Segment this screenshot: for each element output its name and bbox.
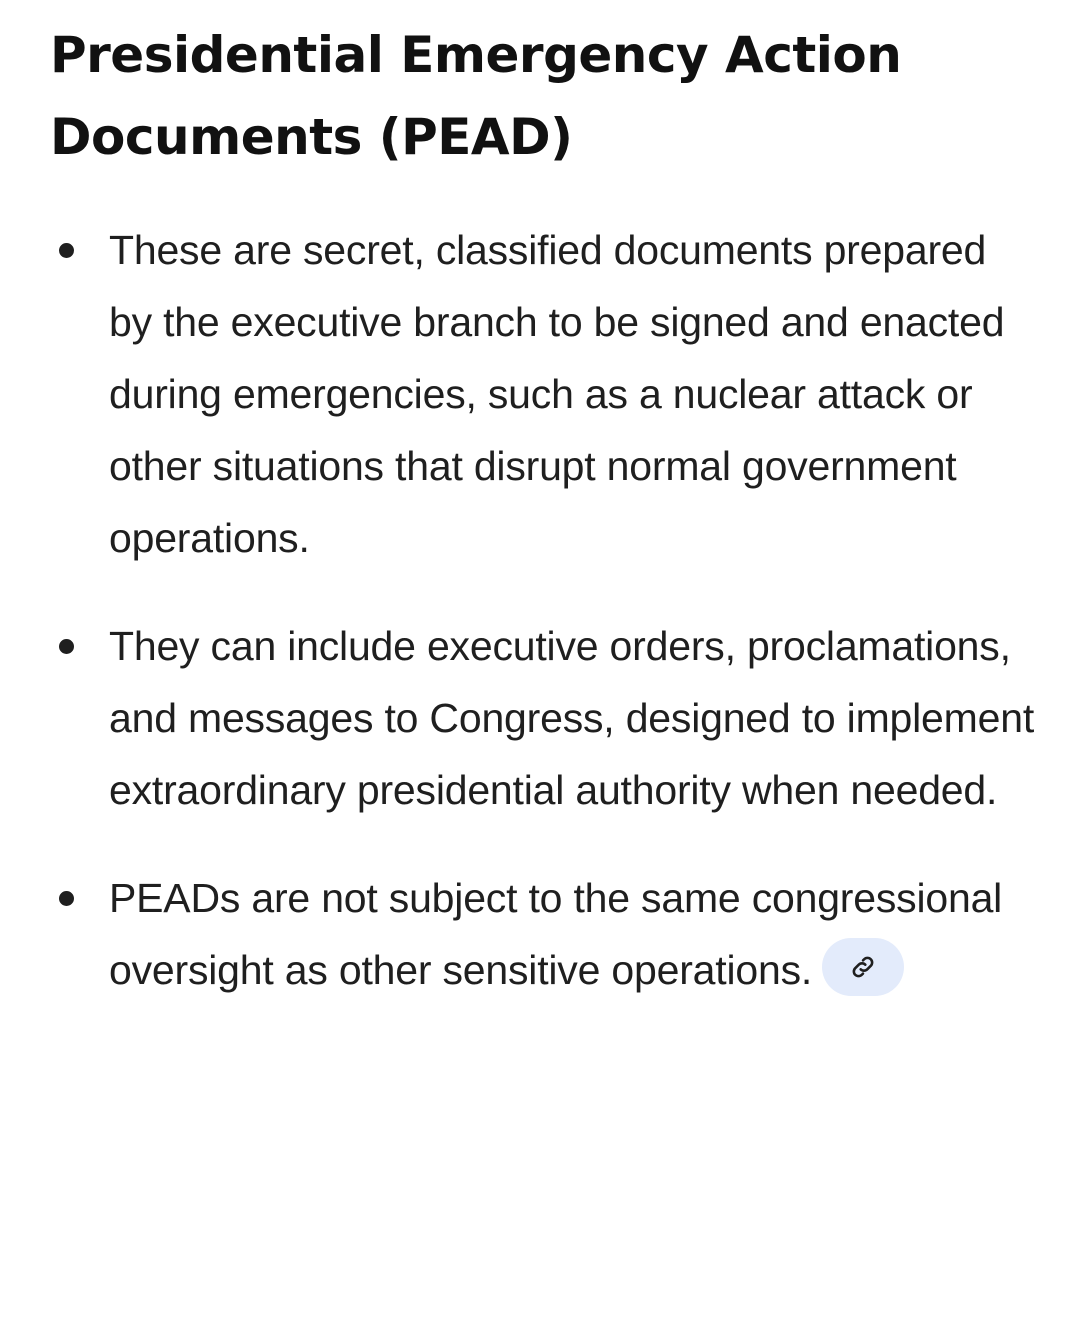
bullet-text: They can include executive orders, proclamations, and messages to Congress, designed to implement extraordinary presidential authority when needed. — [109, 623, 1035, 813]
list-item — [50, 214, 1040, 574]
list-item — [50, 610, 1040, 826]
bullet-text: PEADs are not subject to the same congressional oversight as other sensitive operations. — [109, 875, 1003, 993]
bullet-list — [50, 214, 1040, 1006]
bullet-dot — [59, 243, 74, 258]
response-content — [50, 14, 1040, 1006]
bullet-dot — [59, 891, 74, 906]
link-icon — [849, 953, 877, 981]
section-title: Presidential Emergency Action Documents (PEAD) — [50, 26, 902, 166]
list-item — [50, 862, 1040, 1006]
bullet-text: These are secret, classified documents prepared by the executive branch to be signed and enacted during emergencies, such as a nuclear attack or other situations that disrupt normal government operations. — [109, 227, 1005, 561]
bullet-dot — [59, 639, 74, 654]
source-link-chip[interactable] — [822, 938, 904, 996]
